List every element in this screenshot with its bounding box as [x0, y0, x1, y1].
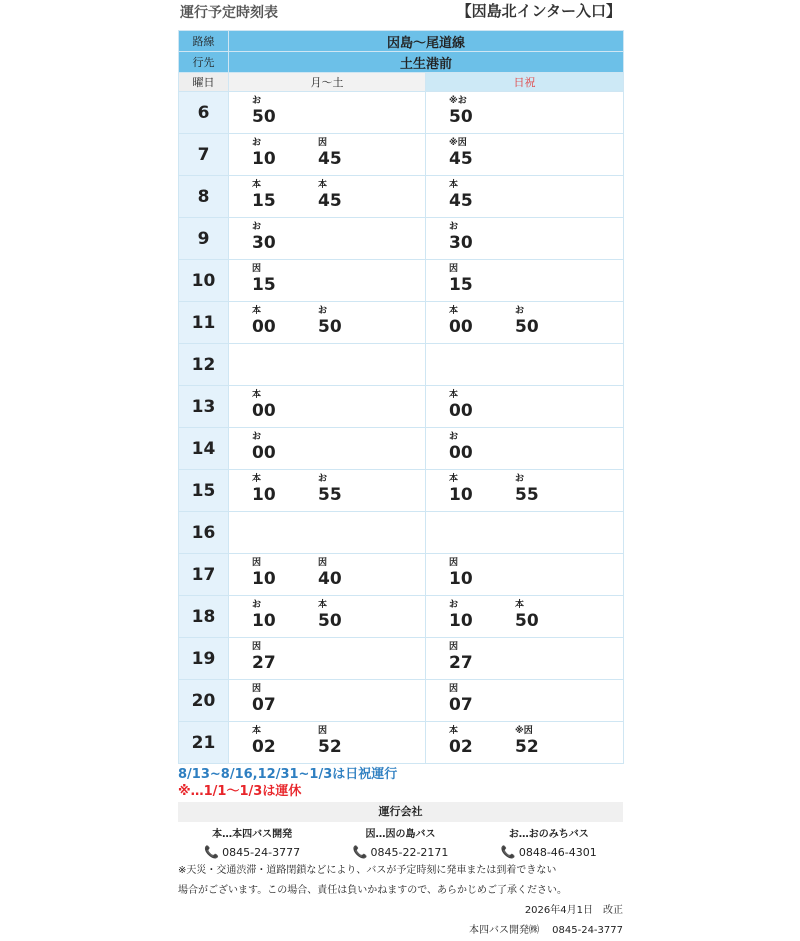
departure: [252, 221, 302, 253]
route-value: 因島〜尾道線: [229, 31, 624, 52]
timetable: [178, 30, 624, 764]
departure: [449, 557, 499, 589]
operator-mark: 因: [449, 684, 459, 694]
holiday-departures: [426, 512, 624, 554]
departure: [318, 725, 368, 757]
operator-mark: 因: [318, 726, 328, 736]
operator-name: 本…本四バス開発: [212, 829, 293, 840]
departure-minute: 45: [449, 149, 473, 169]
hour-rows: [179, 92, 624, 764]
departure-minute: 00: [252, 443, 276, 463]
publisher-info: 本四バス開発㈱ 0845-24-3777: [468, 925, 623, 936]
hour-label: 10: [179, 260, 229, 302]
departure: [449, 389, 499, 421]
weekday-departures: [229, 176, 426, 218]
departure: [449, 641, 499, 673]
hour-label: 17: [179, 554, 229, 596]
departure-minute: 10: [252, 569, 276, 589]
departure-minute: 07: [252, 695, 276, 715]
departure: [252, 263, 302, 295]
operator-mark: お: [252, 600, 262, 610]
departure-minute: 27: [252, 653, 276, 673]
departure: [318, 473, 368, 505]
phone-icon: 📞: [204, 845, 220, 859]
departure-minute: 02: [252, 737, 276, 757]
operator-mark: 本: [252, 306, 262, 316]
departure: [318, 137, 368, 169]
hour-label: 8: [179, 176, 229, 218]
weekday-departures: [229, 344, 426, 386]
departure: [252, 95, 302, 127]
departure-minute: 30: [252, 233, 276, 253]
operator-onomichi: [501, 825, 597, 859]
departure: [515, 305, 565, 337]
weekday-departures: [229, 92, 426, 134]
holiday-departures: [426, 260, 624, 302]
departure: [449, 683, 499, 715]
departure-minute: 15: [449, 275, 473, 295]
departure-minute: 00: [449, 401, 473, 421]
hour-row: [179, 344, 624, 386]
disclaimer-line-1: ※天災・交通渋滞・道路閉鎖などにより、バスが予定時刻に発車または到着できない: [178, 865, 557, 876]
operator-mark: 因: [252, 558, 262, 568]
operator-mark: 因: [318, 138, 328, 148]
departure: [252, 599, 302, 631]
weekday-departures: [229, 134, 426, 176]
departure: [252, 641, 302, 673]
holiday-departures: [426, 680, 624, 722]
departure: [252, 179, 302, 211]
departure-minute: 10: [449, 485, 473, 505]
departure-minute: 30: [449, 233, 473, 253]
departure: [449, 263, 499, 295]
operator-mark: 本: [449, 474, 459, 484]
hour-row: [179, 134, 624, 176]
departure: [252, 305, 302, 337]
hour-row: [179, 680, 624, 722]
hour-label: 21: [179, 722, 229, 764]
hour-label: 11: [179, 302, 229, 344]
weekday-departures: [229, 386, 426, 428]
suspension-note: ※…1/1〜1/3は運休: [178, 784, 302, 799]
operator-mark: お: [449, 600, 459, 610]
departure: [252, 557, 302, 589]
operator-mark: 因: [252, 684, 262, 694]
route-row: [179, 31, 624, 52]
departure-minute: 07: [449, 695, 473, 715]
operator-mark: お: [252, 138, 262, 148]
holiday-departures: [426, 344, 624, 386]
departure: [252, 137, 302, 169]
departure-minute: 55: [318, 485, 342, 505]
departure: [449, 221, 499, 253]
departure-minute: 50: [515, 611, 539, 631]
operator-phone: 0848-46-4301: [518, 846, 597, 859]
departure-minute: 00: [252, 401, 276, 421]
departure-minute: 52: [318, 737, 342, 757]
operator-mark: お: [252, 96, 262, 106]
departure: [515, 473, 565, 505]
hour-label: 18: [179, 596, 229, 638]
operator-mark: ※お: [449, 96, 467, 106]
operator-mark: 因: [449, 558, 459, 568]
operators-heading: 運行会社: [178, 802, 623, 822]
route-label: 路線: [179, 31, 229, 52]
hour-label: 7: [179, 134, 229, 176]
hour-row: [179, 638, 624, 680]
departure-minute: 00: [252, 317, 276, 337]
departure-minute: 15: [252, 191, 276, 211]
weekday-departures: [229, 260, 426, 302]
departure-minute: 45: [318, 191, 342, 211]
operator-phone: 0845-22-2171: [370, 846, 449, 859]
departure-minute: 00: [449, 317, 473, 337]
operator-mark: 本: [252, 390, 262, 400]
hour-row: [179, 428, 624, 470]
operator-mark: 本: [515, 600, 525, 610]
operator-mark: ※因: [515, 726, 533, 736]
departure: [449, 599, 499, 631]
departure: [252, 431, 302, 463]
operator-mark: お: [515, 474, 525, 484]
departure: [252, 473, 302, 505]
holiday-operation-note: 8/13~8/16,12/31~1/3は日祝運行: [178, 767, 398, 782]
departure: [252, 725, 302, 757]
operator-name: 因…因の島バス: [365, 829, 436, 840]
hour-label: 9: [179, 218, 229, 260]
departure-minute: 50: [318, 317, 342, 337]
weekday-departures: [229, 470, 426, 512]
timetable-page: [178, 0, 623, 941]
holiday-departures: [426, 638, 624, 680]
operator-mark: 本: [318, 180, 328, 190]
operator-mark: お: [252, 222, 262, 232]
holiday-departures: [426, 92, 624, 134]
departure: [449, 137, 499, 169]
operator-mark: 本: [318, 600, 328, 610]
departure-minute: 40: [318, 569, 342, 589]
departure-minute: 10: [449, 569, 473, 589]
weekday-departures: [229, 722, 426, 764]
hour-row: [179, 92, 624, 134]
weekday-departures: [229, 512, 426, 554]
holiday-departures: [426, 302, 624, 344]
departure-minute: 00: [449, 443, 473, 463]
holiday-header: 日祝: [426, 73, 624, 92]
operator-phone: 0845-24-3777: [222, 846, 301, 859]
phone-icon: 📞: [500, 845, 516, 859]
departure-minute: 10: [252, 485, 276, 505]
departure-minute: 50: [515, 317, 539, 337]
operator-mark: 因: [449, 642, 459, 652]
departure: [449, 305, 499, 337]
departure-minute: 50: [252, 107, 276, 127]
notes: [178, 766, 623, 800]
operator-mark: お: [449, 432, 459, 442]
operator-mark: 本: [252, 726, 262, 736]
operator-mark: 本: [449, 726, 459, 736]
departure: [515, 725, 565, 757]
disclaimer: [178, 861, 623, 901]
hour-row: [179, 512, 624, 554]
weekday-header: 月〜土: [229, 73, 426, 92]
operator-mark: 本: [449, 306, 459, 316]
departure: [515, 599, 565, 631]
departure: [318, 305, 368, 337]
departure: [449, 725, 499, 757]
holiday-departures: [426, 176, 624, 218]
destination-label: 行先: [179, 52, 229, 73]
hour-row: [179, 386, 624, 428]
hour-row: [179, 218, 624, 260]
hour-label: 14: [179, 428, 229, 470]
departure-minute: 45: [318, 149, 342, 169]
departure-minute: 10: [252, 611, 276, 631]
weekday-departures: [229, 218, 426, 260]
operator-mark: 因: [252, 642, 262, 652]
holiday-departures: [426, 596, 624, 638]
departure-minute: 45: [449, 191, 473, 211]
phone-icon: 📞: [352, 845, 368, 859]
departure-minute: 52: [515, 737, 539, 757]
departure-minute: 10: [449, 611, 473, 631]
weekday-departures: [229, 680, 426, 722]
operator-mark: お: [318, 306, 328, 316]
holiday-departures: [426, 470, 624, 512]
hour-row: [179, 302, 624, 344]
destination-row: [179, 52, 624, 73]
holiday-departures: [426, 386, 624, 428]
operator-mark: 本: [449, 390, 459, 400]
stop-name: 【因島北インター入口】: [456, 2, 621, 20]
departure: [318, 599, 368, 631]
departure: [318, 557, 368, 589]
weekday-departures: [229, 302, 426, 344]
departure: [449, 179, 499, 211]
disclaimer-line-2: 場合がございます。この場合、責任は負いかねますので、あらかじめご了承ください。: [178, 885, 567, 896]
departure-minute: 50: [449, 107, 473, 127]
operator-mark: 因: [252, 264, 262, 274]
hour-row: [179, 596, 624, 638]
title-bar: [178, 0, 623, 30]
hour-label: 15: [179, 470, 229, 512]
weekday-departures: [229, 596, 426, 638]
destination-value: 土生港前: [229, 52, 624, 73]
operator-mark: ※因: [449, 138, 467, 148]
operator-mark: 本: [252, 474, 262, 484]
page-title: 運行予定時刻表: [180, 5, 278, 21]
operator-mark: お: [318, 474, 328, 484]
departure-minute: 27: [449, 653, 473, 673]
day-label: 曜日: [179, 73, 229, 92]
operator-mark: 因: [318, 558, 328, 568]
operator-mark: 因: [449, 264, 459, 274]
departure-minute: 15: [252, 275, 276, 295]
departure: [449, 473, 499, 505]
operator-mark: お: [252, 432, 262, 442]
operator-mark: お: [449, 222, 459, 232]
departure: [252, 389, 302, 421]
operator-name: お…おのみちバス: [508, 829, 589, 840]
hour-label: 20: [179, 680, 229, 722]
holiday-departures: [426, 554, 624, 596]
hour-label: 13: [179, 386, 229, 428]
operator-innoshima: [353, 825, 449, 859]
hour-label: 12: [179, 344, 229, 386]
hour-row: [179, 470, 624, 512]
operator-honshi: [204, 825, 300, 859]
hour-label: 6: [179, 92, 229, 134]
hour-row: [179, 260, 624, 302]
weekday-departures: [229, 428, 426, 470]
hour-row: [179, 554, 624, 596]
weekday-departures: [229, 554, 426, 596]
holiday-departures: [426, 218, 624, 260]
revision-date: 2026年4月1日 改正: [524, 905, 623, 916]
operator-mark: お: [515, 306, 525, 316]
holiday-departures: [426, 428, 624, 470]
footer: [178, 901, 623, 941]
departure-minute: 55: [515, 485, 539, 505]
day-row: [179, 73, 624, 92]
holiday-departures: [426, 134, 624, 176]
hour-row: [179, 722, 624, 764]
departure: [449, 95, 499, 127]
hour-label: 19: [179, 638, 229, 680]
operators-list: [178, 825, 623, 859]
holiday-departures: [426, 722, 624, 764]
hour-row: [179, 176, 624, 218]
departure: [252, 683, 302, 715]
weekday-departures: [229, 638, 426, 680]
hour-label: 16: [179, 512, 229, 554]
departure: [449, 431, 499, 463]
operator-mark: 本: [252, 180, 262, 190]
departure-minute: 10: [252, 149, 276, 169]
departure-minute: 02: [449, 737, 473, 757]
departure-minute: 50: [318, 611, 342, 631]
departure: [318, 179, 368, 211]
operator-mark: 本: [449, 180, 459, 190]
